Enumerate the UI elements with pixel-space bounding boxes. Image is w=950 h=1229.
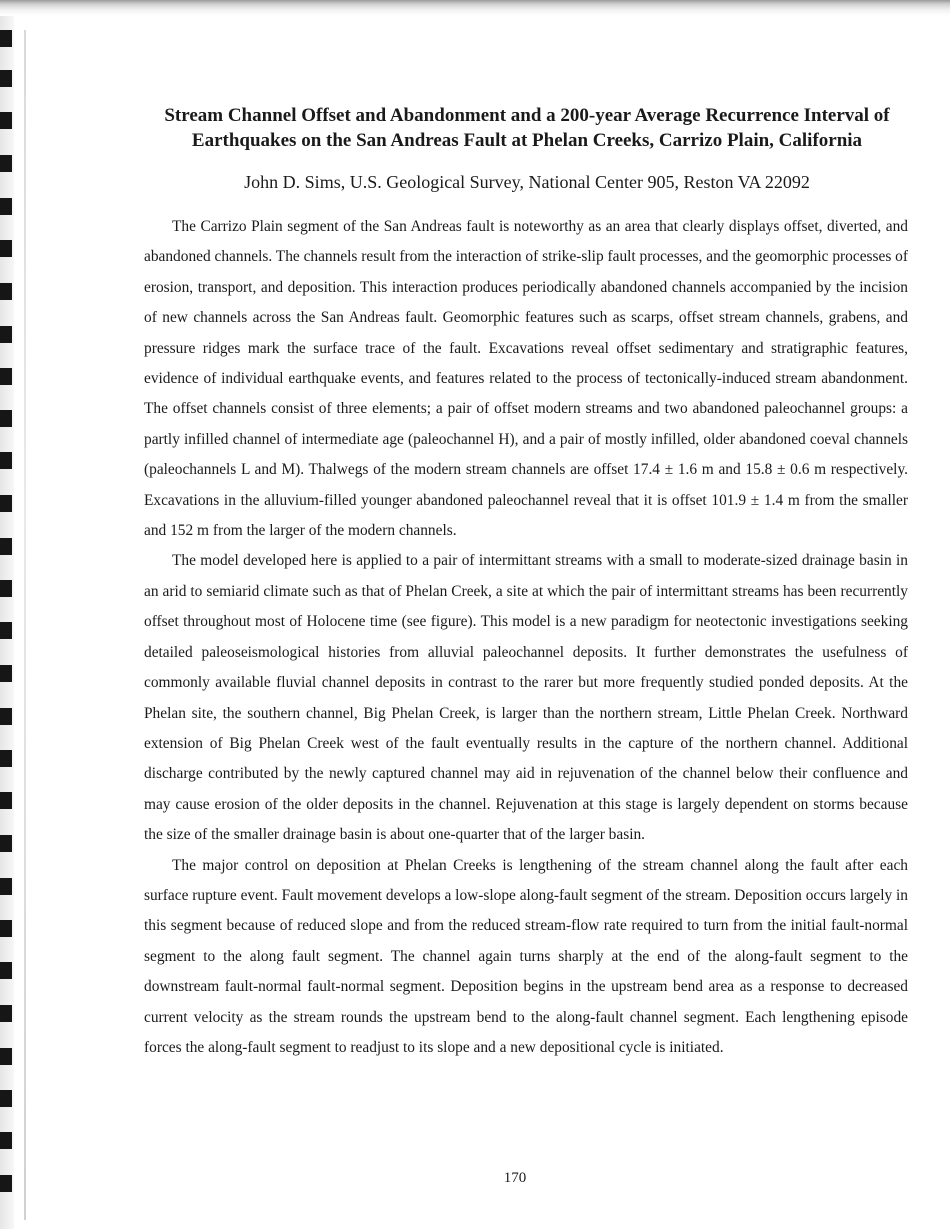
binding-edge	[0, 0, 40, 1229]
binding-hole	[0, 538, 12, 555]
binding-hole	[0, 30, 12, 47]
binding-hole	[0, 878, 12, 895]
binding-hole	[0, 962, 12, 979]
binding-hole	[0, 622, 12, 639]
binding-hole	[0, 580, 12, 597]
binding-hole	[0, 750, 12, 767]
binding-hole	[0, 1132, 12, 1149]
binding-hole	[0, 155, 12, 172]
paragraph-1: The Carrizo Plain segment of the San Andreas fault is noteworthy as an area that clearly displays offset, diverted, and abandoned channels. The channels result from the interaction of strike-slip fault processes, and the geomorphic processes of erosion, transport, and deposition. This interaction produces periodically abandoned channels accompanied by the incision of new channels across the San Andreas fault. Geomorphic features such as scarps, offset stream channels, grabens, and pressure ridges mark the surface trace of the fault. Excavations reveal offset sedimentary and stratigraphic features, evidence of individual earthquake events, and features related to the process of tectonically-induced stream abandonment. The offset channels consist of three elements; a pair of offset modern streams and two abandoned paleochannel groups: a partly infilled channel of intermediate age (paleochannel H), and a pair of mostly infilled, older abandoned coeval channels (paleochannels L and M). Thalwegs of the modern stream channels are offset 17.4 ± 1.6 m and 15.8 ± 0.6 m respectively. Excavations in the alluvium-filled younger abandoned paleochannel reveal that it is offset 101.9 ± 1.4 m from the smaller and 152 m from the larger of the modern channels.	[144, 218, 908, 540]
binding-hole	[0, 112, 12, 129]
paragraph-3: The major control on deposition at Phelan Creeks is lengthening of the stream channel along the fault after each surface rupture event. Fault movement develops a low-slope along-fault segment of the stream. Deposition occurs largely in this segment because of reduced slope and from the reduced stream-flow rate required to turn from the initial fault-normal segment to the along fault segment. The channel again turns sharply at the end of the along-fault segment to the downstream fault-normal fault-normal segment. Deposition begins in the upstream bend area as a response to decreased current velocity as the stream rounds the upstream bend to the along-fault channel segment. Each lengthening episode forces the along-fault segment to readjust to its slope and a new depositional cycle is initiated.	[144, 856, 908, 1056]
author-line: John D. Sims, U.S. Geological Survey, National Center 905, Reston VA 22092	[244, 172, 810, 192]
binding-hole	[0, 283, 12, 300]
binding-hole	[0, 495, 12, 512]
binding-hole	[0, 368, 12, 385]
binding-hole	[0, 708, 12, 725]
body-text	[144, 212, 908, 1063]
binding-hole	[0, 326, 12, 343]
binding-hole	[0, 1005, 12, 1022]
binding-hole	[0, 665, 12, 682]
page-number: 170	[503, 1170, 527, 1186]
paper-title: Stream Channel Offset and Abandonment and a 200-year Average Recurrence Interval of Earthquakes on the San Andreas Fault at Phelan Creeks, Carrizo Plain, California	[164, 105, 890, 151]
binding-hole	[0, 792, 12, 809]
binding-hole	[0, 198, 12, 215]
binding-hole	[0, 1090, 12, 1107]
binding-rule	[24, 30, 26, 1220]
binding-hole	[0, 240, 12, 257]
binding-hole	[0, 1175, 12, 1192]
binding-hole	[0, 70, 12, 87]
paragraph-2: The model developed here is applied to a pair of intermittant streams with a small to moderate-sized drainage basin in an arid to semiarid climate such as that of Phelan Creek, a site at which the pair of intermittant streams has been recurrently offset throughout most of Holocene time (see figure). This model is a new paradigm for neotectonic investigations seeking detailed paleoseismological histories from alluvial paleochannel deposits. It further demonstrates the usefulness of commonly available fluvial channel deposits in contrast to the rarer but more frequently studied ponded deposits. At the Phelan site, the southern channel, Big Phelan Creek, is larger than the northern stream, Little Phelan Creek. Northward extension of Big Phelan Creek west of the fault eventually results in the capture of the northern channel. Additional discharge contributed by the newly captured channel may aid in rejuvenation of the channel below their confluence and may cause erosion of the older deposits in the channel. Rejuvenation at this stage is largely dependent on storms because the size of the smaller drainage basin is about one-quarter that of the larger basin.	[144, 552, 908, 844]
binding-hole	[0, 410, 12, 427]
binding-hole	[0, 452, 12, 469]
page-top-shadow	[0, 0, 950, 16]
binding-hole	[0, 835, 12, 852]
binding-hole	[0, 920, 12, 937]
binding-hole	[0, 1048, 12, 1065]
